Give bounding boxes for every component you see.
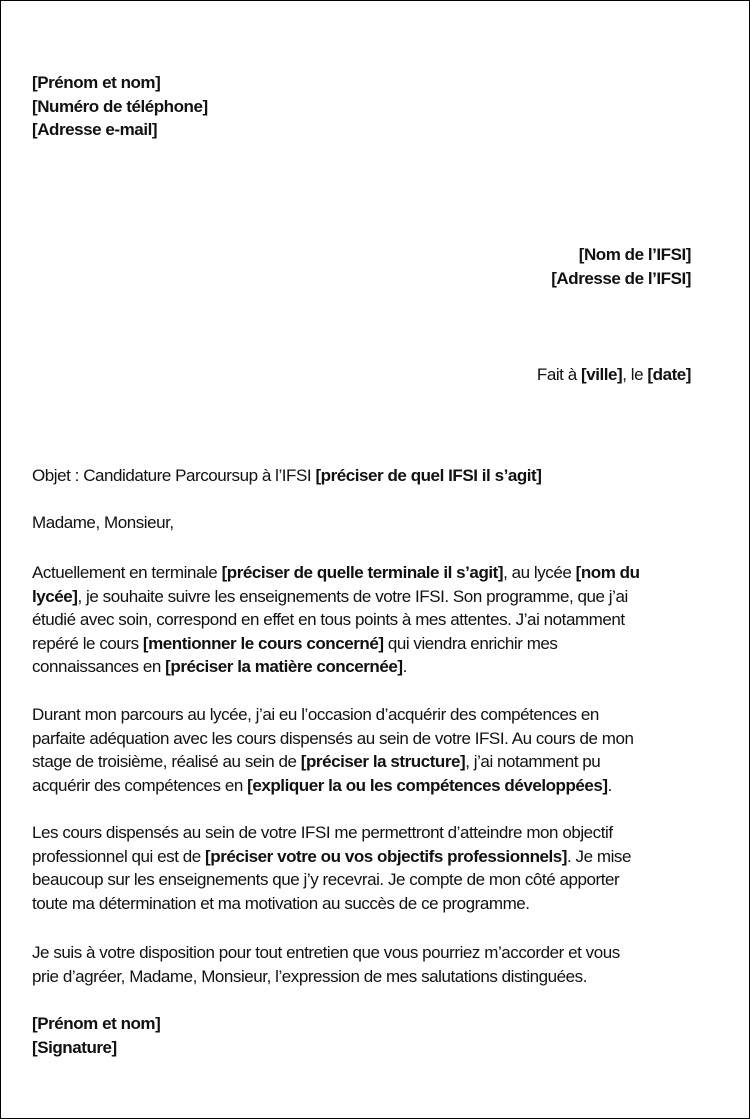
- text-line: [32, 965, 620, 989]
- text-line: [32, 585, 640, 609]
- text-line: [32, 750, 633, 774]
- text-line: [32, 608, 640, 632]
- text-line: [32, 1012, 160, 1036]
- body-text: Fait à: [536, 365, 581, 384]
- signature-block: [32, 1012, 160, 1059]
- placeholder-text: [mentionner le cours concerné]: [142, 633, 384, 653]
- paragraph-2: [32, 703, 633, 797]
- body-text: professionnel qui est de: [32, 846, 206, 866]
- placeholder-text: [expliquer la ou les compétences développées]: [247, 775, 608, 795]
- text-line: [32, 703, 633, 727]
- body-text: qui viendra enrichir mes: [383, 633, 558, 653]
- text-line: [32, 727, 633, 751]
- body-text: .: [607, 775, 612, 795]
- text-line: [32, 511, 174, 535]
- placeholder-text: [Prénom et nom]: [32, 73, 161, 92]
- text-line: [32, 632, 640, 656]
- body-text: Madame, Monsieur,: [32, 513, 174, 532]
- text-line: [32, 95, 208, 119]
- placeholder-text: [Numéro de téléphone]: [32, 96, 208, 116]
- recipient-block: [551, 243, 691, 290]
- text-line: [32, 561, 640, 585]
- body-text: . Je mise: [567, 846, 631, 866]
- placeholder-text: [préciser de quel IFSI il s’agit]: [315, 466, 542, 485]
- placeholder-text: [Adresse de l’IFSI]: [551, 268, 691, 288]
- paragraph-4: [32, 941, 620, 988]
- text-line: [32, 845, 631, 869]
- placeholder-text: [Adresse e-mail]: [32, 120, 158, 140]
- placeholder-text: [préciser votre ou vos objectifs professionnels]: [205, 846, 567, 866]
- placeholder-text: [ville]: [581, 365, 623, 384]
- paragraph-1: [32, 561, 640, 679]
- text-line: [32, 655, 640, 679]
- placeholder-text: [Nom de l’IFSI]: [578, 245, 691, 264]
- text-line: [537, 363, 691, 387]
- placeholder-text: [Prénom et nom]: [32, 1014, 161, 1033]
- body-text: toute ma détermination et ma motivation au succès de ce programme.: [32, 893, 530, 913]
- placeholder-text: [Signature]: [32, 1037, 117, 1057]
- text-line: [32, 941, 620, 965]
- placeholder-text: [préciser de quelle terminale il s’agit]: [221, 563, 504, 582]
- text-line: [32, 821, 631, 845]
- placeholder-text: [préciser la structure]: [300, 752, 466, 772]
- body-text: , j’ai notamment pu: [465, 752, 601, 772]
- text-line: [32, 464, 542, 488]
- body-text: Les cours dispensés au sein de votre IFSI me permettront d’atteindre mon objectif: [32, 823, 613, 842]
- paragraph-3: [32, 821, 631, 915]
- placeholder-text: lycée]: [32, 586, 78, 606]
- placeholder-text: [préciser la matière concernée]: [165, 657, 403, 677]
- body-text: Actuellement en terminale: [32, 563, 222, 582]
- text-line: [32, 774, 633, 798]
- body-text: parfaite adéquation avec les cours dispensés au sein de votre IFSI. Au cours de mon: [32, 728, 634, 748]
- text-line: [32, 892, 631, 916]
- body-text: repéré le cours: [32, 633, 143, 653]
- text-line: [551, 267, 691, 291]
- body-text: stage de troisième, réalisé au sein de: [32, 752, 301, 772]
- text-line: [32, 868, 631, 892]
- body-text: prie d’agréer, Madame, Monsieur, l’expression de mes salutations distinguées.: [32, 966, 587, 986]
- placeholder-text: [date]: [647, 365, 691, 384]
- body-text: Je suis à votre disposition pour tout entretien que vous pourriez m’accorder et vous: [32, 943, 620, 962]
- body-text: connaissances en: [32, 657, 166, 677]
- body-text: Durant mon parcours au lycée, j’ai eu l’occasion d’acquérir des compétences en: [32, 705, 599, 724]
- placeholder-text: [nom du: [575, 563, 640, 582]
- body-text: étudié avec soin, correspond en effet en tous points à mes attentes. J’ai notamment: [32, 610, 625, 630]
- text-line: [32, 1036, 160, 1060]
- subject-line: [32, 464, 542, 488]
- place-date: [537, 363, 691, 387]
- body-text: acquérir des compétences en: [32, 775, 248, 795]
- body-text: .: [402, 657, 407, 677]
- sender-block: [32, 71, 208, 142]
- body-text: , au lycée: [503, 563, 576, 582]
- body-text: Objet : Candidature Parcoursup à l’IFSI: [32, 466, 316, 485]
- body-text: beaucoup sur les enseignements que j’y recevrai. Je compte de mon côté apporter: [32, 870, 620, 890]
- text-line: [32, 71, 208, 95]
- salutation: [32, 511, 174, 535]
- text-line: [551, 243, 691, 267]
- body-text: , je souhaite suivre les enseignements de votre IFSI. Son programme, que j’ai: [77, 586, 628, 606]
- body-text: , le: [622, 365, 648, 384]
- text-line: [32, 118, 208, 142]
